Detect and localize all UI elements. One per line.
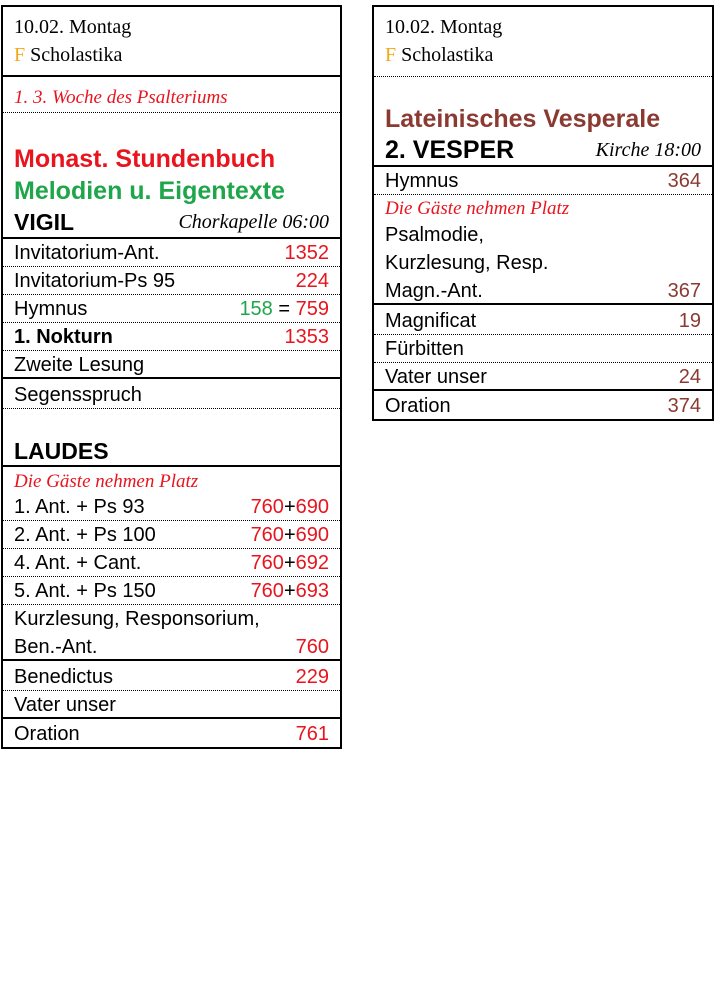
vesper-title: 2. VESPER	[385, 136, 515, 164]
date-text: 10.02. Montag	[14, 16, 132, 38]
psalter-week: 1. 3. Woche des Psalteriums	[3, 77, 340, 113]
book-eigentexte: Melodien u. Eigentexte	[14, 177, 285, 205]
list-item: 1. Nokturn 1353	[3, 323, 340, 351]
list-item: 5. Ant. + Ps 150 760+693	[3, 577, 340, 605]
vigil-title: VIGIL	[14, 209, 75, 235]
list-item: Kurzlesung, Responsorium,	[14, 608, 260, 630]
laudes-title: LAUDES	[3, 435, 340, 467]
list-item: 1. Ant. + Ps 93 760+690	[3, 493, 340, 521]
list-item: Invitatorium-Ant. 1352	[3, 239, 340, 267]
list-item: Benedictus 229	[3, 661, 340, 691]
list-item: Oration 761	[14, 723, 329, 745]
laudes-note: Die Gäste nehmen Platz	[14, 471, 199, 492]
list-item: Ben.-Ant. 760	[3, 633, 340, 661]
date-text: 10.02. Montag	[385, 16, 503, 38]
list-item: 2. Ant. + Ps 100 760+690	[3, 521, 340, 549]
vigil-place-time: Chorkapelle 06:00	[178, 211, 329, 233]
list-item: Fürbitten	[374, 335, 712, 363]
list-item: Hymnus 364	[374, 167, 712, 195]
feast-name: Scholastika	[30, 44, 123, 66]
list-item: Magnificat 19	[374, 305, 712, 335]
book-stundenbuch: Monast. Stundenbuch	[14, 145, 276, 173]
list-item: Hymnus 158 = 759	[3, 295, 340, 323]
list-item: Zweite Lesung	[3, 351, 340, 379]
right-schedule-column	[372, 5, 714, 421]
vesper-note: Die Gäste nehmen Platz	[385, 198, 570, 219]
vigil-heading	[3, 207, 340, 239]
date-header	[374, 7, 712, 77]
list-item: Vater unser 24	[374, 363, 712, 391]
vesper-heading	[374, 135, 712, 167]
book-vesperale: Lateinisches Vesperale	[385, 105, 661, 133]
list-item: 4. Ant. + Cant. 760+692	[3, 549, 340, 577]
vesper-place-time: Kirche 18:00	[595, 139, 701, 161]
list-item: Segensspruch	[3, 379, 340, 409]
date-header	[3, 7, 340, 77]
list-item: Kurzlesung, Resp.	[385, 252, 549, 274]
list-item: Invitatorium-Ps 95 224	[3, 267, 340, 295]
left-schedule-column	[1, 5, 342, 749]
feast-rank: F	[14, 44, 26, 66]
list-item: Vater unser	[3, 691, 340, 719]
feast-name: Scholastika	[401, 44, 494, 66]
list-item: Psalmodie,	[385, 224, 484, 246]
list-item: Magn.-Ant. 367	[374, 277, 712, 305]
list-item: Oration 374	[385, 395, 701, 417]
feast-rank: F	[385, 44, 397, 66]
